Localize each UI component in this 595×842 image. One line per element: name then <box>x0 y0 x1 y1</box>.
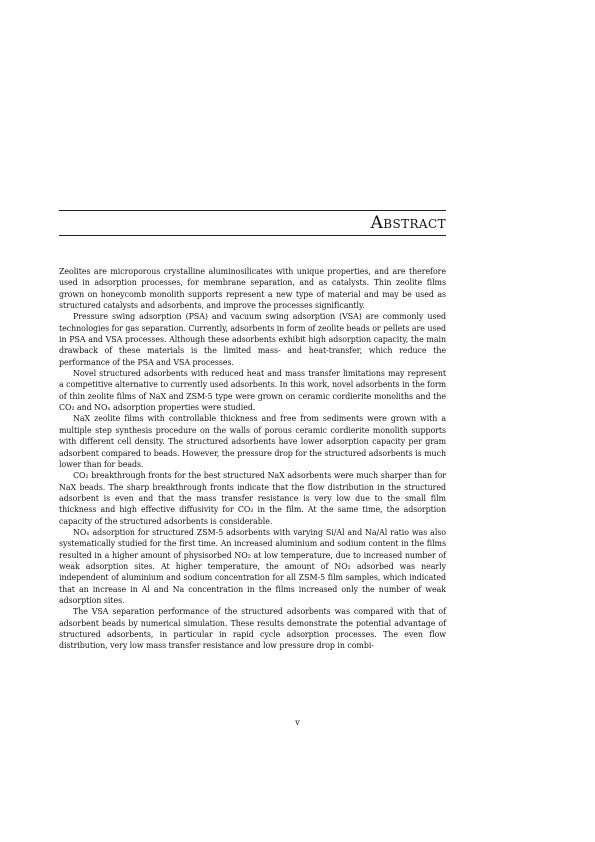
page-number: v <box>295 718 300 727</box>
paragraph: NOₓ adsorption for structured ZSM-5 adsorbents with varying Si/Al and Na/Al ratio was also systematically studied for the first time. An increased aluminium and sodium content in the films resulted in a higher amount of physisorbed NO₂ at low temperature, due to increased number of weak adsorption sites. At higher temperature, the amount of NO₂ adsorbed was nearly independent of aluminium and sodium concentration for all ZSM-5 film samples, which indicated that an increase in Al and Na concentration in the films increased only the number of weak adsorption sites. <box>59 527 446 605</box>
abstract-heading: Abstract <box>370 213 446 233</box>
abstract-body <box>59 266 446 652</box>
paragraph: Novel structured adsorbents with reduced heat and mass transfer limitations may represent a competitive alternative to currently used adsorbents. In this work, novel adsorbents in the form of thin zeolite films of NaX and ZSM-5 type were grown on ceramic cordierite monoliths and the CO₂ and NOₓ adsorption properties were studied. <box>59 369 446 413</box>
paragraph: CO₂ breakthrough fronts for the best structured NaX adsorbents were much sharper than for NaX beads. The sharp breakthrough fronts indicate that the flow distribution in the structured adsorbent is even and that the mass transfer resistance is very low due to the small film thickness and high effective diffusivity for CO₂ in the film. At the same time, the adsorption capacity of the structured adsorbents is considerable. <box>59 471 446 526</box>
heading-bottom-rule <box>59 235 446 236</box>
heading-top-rule <box>59 210 446 211</box>
paragraph: Zeolites are microporous crystalline aluminosilicates with unique properties, and are therefore used in adsorption processes, for membrane separation, and as catalysts. Thin zeolite films grown on honeycomb monolith supports represent a new type of material and may be used as structured catalysts and adsorbents, and improve the processes significantly. <box>59 267 446 311</box>
paragraph: The VSA separation performance of the structured adsorbents was compared with that of adsorbent beads by numerical simulation. These results demonstrate the potential advantage of structured adsorbents, in particular in rapid cycle adsorption processes. The even flow distribution, very low mass transfer resistance and low pressure drop in combi- <box>59 607 446 651</box>
paragraph: Pressure swing adsorption (PSA) and vacuum swing adsorption (VSA) are commonly used technologies for gas separation. Currently, adsorbents in form of zeolite beads or pellets are used in PSA and VSA processes. Although these adsorbents exhibit high adsorption capacity, the main drawback of these materials is the limited mass- and heat-transfer, which reduce the performance of the PSA and VSA processes. <box>59 312 446 367</box>
paragraph: NaX zeolite films with controllable thickness and free from sediments were grown with a multiple step synthesis procedure on the walls of porous ceramic cordierite monolith supports with different cell density. The structured adsorbents have lower adsorption capacity per gram adsorbent compared to beads. However, the pressure drop for the structured adsorbents is much lower than for beads. <box>59 414 446 469</box>
